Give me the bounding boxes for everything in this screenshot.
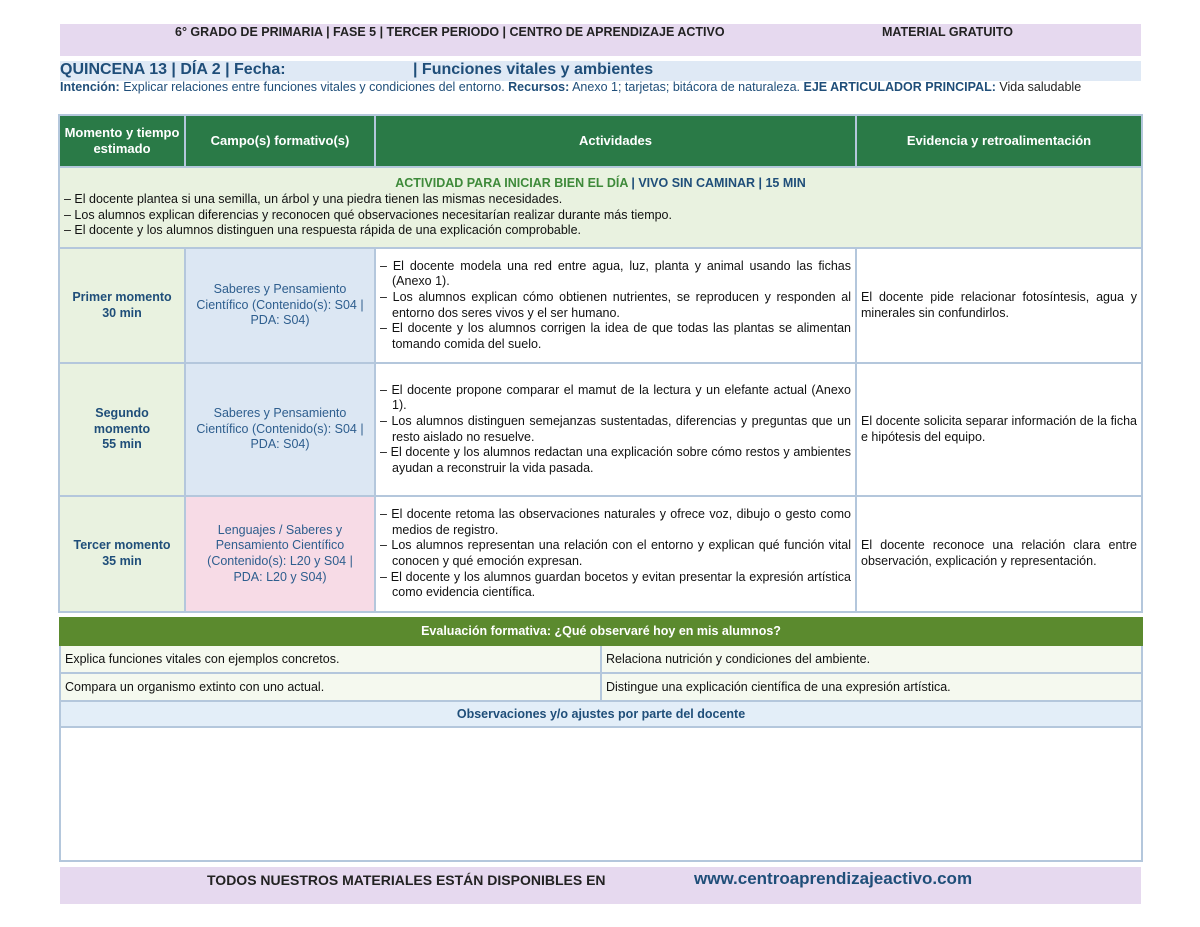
start-title-main: ACTIVIDAD PARA INICIAR BIEN EL DÍA [395, 176, 628, 191]
moment-time: 55 min [102, 437, 142, 452]
activity-item: – Los alumnos representan una relación con el entorno y explican qué función vital conocen y qué emoción expresan. [380, 538, 851, 568]
moment-label: Primer momento [72, 289, 172, 304]
header-moment: Momento y tiempo estimado [59, 115, 185, 167]
start-line-3: – El docente y los alumnos distinguen una respuesta rápida de una explicación comprobable. [64, 223, 581, 238]
header-evidence: Evidencia y retroalimentación [856, 115, 1142, 167]
free-material-label: MATERIAL GRATUITO [882, 25, 1014, 39]
evidence-cell: El docente pide relacionar fotosíntesis, agua y minerales sin confundirlos. [856, 248, 1142, 363]
axis-text: Vida saludable [999, 80, 1082, 94]
table-row [60, 645, 1142, 673]
observations-area [60, 727, 1142, 861]
lesson-topic-title: | Funciones vitales y ambientes [413, 61, 654, 78]
intention-label: Intención: [60, 80, 120, 94]
activities-cell [375, 363, 856, 496]
moment-time: 30 min [102, 305, 142, 320]
moment-cell [59, 363, 185, 496]
start-line-1: – El docente plantea si una semilla, un árbol y una piedra tienen las mismas necesidades. [64, 191, 563, 206]
table-row [59, 248, 1142, 363]
evidence-cell: El docente reconoce una relación clara entre observación, explicación y representación. [856, 496, 1142, 612]
lesson-header [60, 61, 1141, 81]
axis-label: EJE ARTICULADOR PRINCIPAL: [803, 80, 996, 94]
activity-item: – El docente propone comparar el mamut de la lectura y un elefante actual (Anexo 1). [380, 382, 851, 413]
activity-item: – El docente y los alumnos guardan bocetos y evitan presentar la expresión artística como evidencia científica. [380, 569, 851, 600]
grade-phase-label: 6° GRADO DE PRIMARIA | FASE 5 | TERCER PERIODO | CENTRO DE APRENDIZAJE ACTIVO [175, 25, 725, 39]
campo-cell: Saberes y Pensamiento Científico (Contenido(s): S04 | PDA: S04) [185, 363, 375, 496]
header-activities: Actividades [375, 115, 856, 167]
table-header-row [59, 115, 1142, 167]
evaluation-criterion: Compara un organismo extinto con uno actual. [60, 673, 601, 701]
header-campo: Campo(s) formativo(s) [185, 115, 375, 167]
observations-header-row [60, 701, 1142, 727]
evaluation-criterion: Explica funciones vitales con ejemplos concretos. [60, 645, 601, 673]
table-row [59, 363, 1142, 496]
moment-cell [59, 496, 185, 612]
activity-item: – El docente y los alumnos corrigen la idea de que todas las plantas se alimentan tomando comida del suelo. [380, 321, 851, 351]
moment-time: 35 min [102, 554, 142, 568]
observations-row [60, 727, 1142, 861]
moment-label: Segundo momento [93, 406, 151, 436]
start-activity-row [59, 167, 1142, 248]
start-activity-cell [59, 167, 1142, 248]
lesson-date-title: QUINCENA 13 | DÍA 2 | Fecha: [60, 61, 286, 78]
table-row [59, 496, 1142, 612]
campo-cell: Saberes y Pensamiento Científico (Contenido(s): S04 | PDA: S04) [185, 248, 375, 363]
observations-title: Observaciones y/o ajustes por parte del docente [60, 701, 1142, 727]
resources-text: Anexo 1; tarjetas; bitácora de naturaleza. [572, 80, 801, 94]
moment-label: Tercer momento [73, 538, 171, 553]
start-activity-title [64, 176, 1137, 192]
footer-website-link[interactable]: www.centroaprendizajeactivo.com [694, 869, 973, 888]
table-row [60, 673, 1142, 701]
evaluation-table [59, 617, 1143, 862]
activity-item: – Los alumnos distinguen semejanzas sustentadas, diferencias y preguntas que un resto aislado no resuelve. [380, 413, 851, 444]
evidence-cell: El docente solicita separar información de la ficha e hipótesis del equipo. [856, 363, 1142, 496]
campo-cell: Lenguajes / Saberes y Pensamiento Científico (Contenido(s): L20 y S04 | PDA: L20 y S04) [185, 496, 375, 612]
activity-item: – El docente modela una red entre agua, luz, planta y animal usando las fichas (Anexo 1). [380, 258, 851, 289]
activity-item: – Los alumnos explican cómo obtienen nutrientes, se reproducen y responden al entorno dos seres vivos y el ser humano. [380, 289, 851, 320]
planning-table [58, 114, 1143, 613]
evaluation-title: Evaluación formativa: ¿Qué observaré hoy en mis alumnos? [60, 618, 1142, 645]
activities-cell [375, 496, 856, 612]
start-title-tail: | VIVO SIN CAMINAR | 15 MIN [631, 176, 806, 191]
activities-cell [375, 248, 856, 363]
evaluation-criterion: Distingue una explicación científica de una expresión artística. [601, 673, 1142, 701]
activity-item: – El docente y los alumnos redactan una explicación sobre cómo restos y ambientes ayudan a reconstruir la vida pasada. [380, 445, 851, 475]
top-banner [60, 24, 1141, 56]
intention-paragraph [60, 80, 1141, 95]
intention-text: Explicar relaciones entre funciones vitales y condiciones del entorno. [123, 80, 505, 94]
moment-cell [59, 248, 185, 363]
evaluation-criterion: Relaciona nutrición y condiciones del ambiente. [601, 645, 1142, 673]
resources-label: Recursos: [508, 80, 570, 94]
footer-banner [60, 867, 1141, 904]
start-line-2: – Los alumnos explican diferencias y reconocen qué observaciones necesitarían realizar durante más tiempo. [64, 207, 672, 222]
footer-availability-text: TODOS NUESTROS MATERIALES ESTÁN DISPONIBLES EN [207, 872, 606, 888]
activity-item: – El docente retoma las observaciones naturales y ofrece voz, dibujo o gesto como medios de registro. [380, 507, 851, 537]
evaluation-header-row [60, 618, 1142, 645]
